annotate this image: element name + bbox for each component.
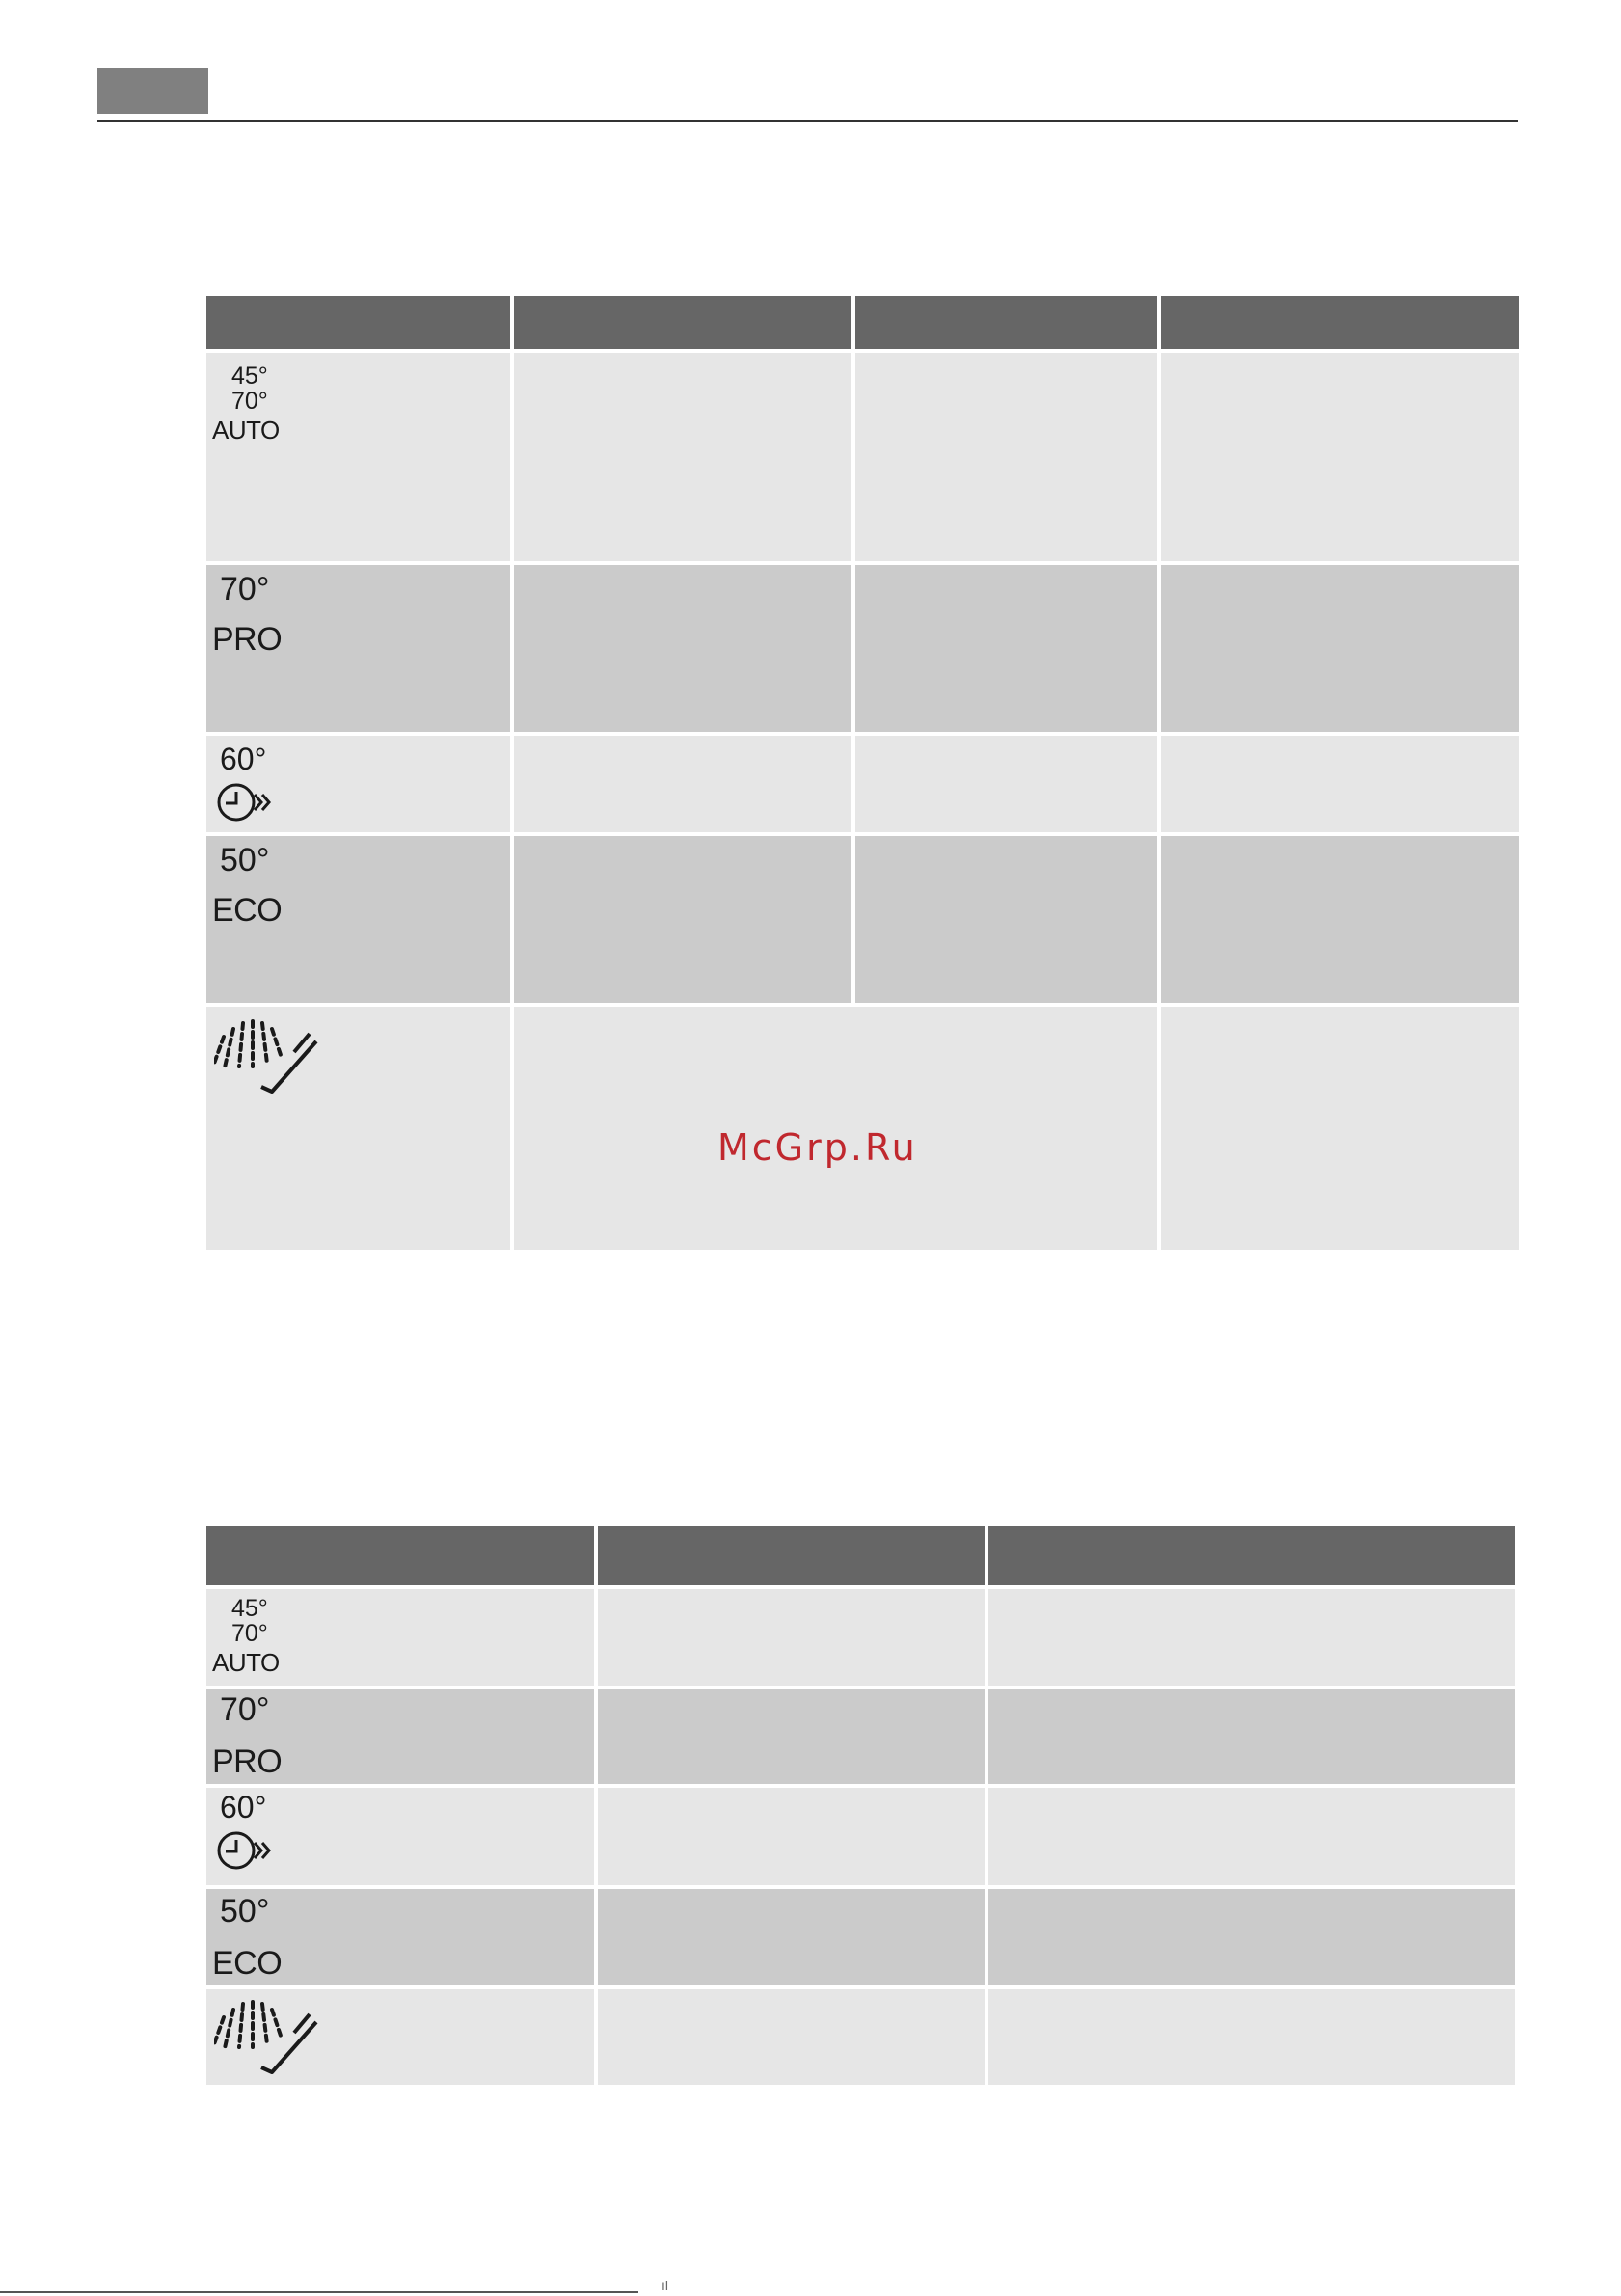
auto-temp-high: 70° <box>231 1620 268 1647</box>
header-cell <box>1161 296 1519 349</box>
table-row <box>206 736 1519 832</box>
footer-rule <box>0 2291 638 2293</box>
eco-temp: 50° <box>220 842 270 878</box>
programme-symbol-eco <box>206 836 510 1003</box>
rinse-spray-icon <box>214 1016 322 1099</box>
table-cell <box>598 1889 985 1985</box>
quick-temp: 60° <box>220 742 267 776</box>
pro-label: PRO <box>212 621 283 658</box>
table-cell <box>1161 1007 1519 1250</box>
table-cell <box>514 736 851 832</box>
header-cell <box>206 296 510 349</box>
pro-label: PRO <box>212 1743 283 1780</box>
pro-temp: 70° <box>220 1691 270 1728</box>
table-row <box>206 1889 1515 1985</box>
programme-symbol-rinse <box>206 1989 594 2085</box>
auto-temp-high: 70° <box>231 388 268 415</box>
table-cell <box>855 736 1157 832</box>
header-rule <box>97 120 1518 122</box>
table-cell <box>855 836 1157 1003</box>
table-cell <box>988 1989 1515 2085</box>
table-row <box>206 1989 1515 2085</box>
table-row <box>206 1589 1515 1686</box>
footer-mark: ıl <box>662 2278 668 2293</box>
quick-temp: 60° <box>220 1790 267 1824</box>
header-cell <box>855 296 1157 349</box>
programme-table <box>203 292 1523 1254</box>
table-cell <box>1161 736 1519 832</box>
programme-symbol-auto <box>206 1589 594 1686</box>
table-cell <box>988 1689 1515 1784</box>
eco-label: ECO <box>212 1945 283 1982</box>
table-cell <box>1161 565 1519 732</box>
table-row <box>206 836 1519 1003</box>
table-cell <box>514 565 851 732</box>
table-row <box>206 353 1519 561</box>
clock-fast-forward-icon <box>216 780 278 824</box>
auto-temp-low: 45° <box>231 363 268 390</box>
table-cell <box>514 836 851 1003</box>
table-cell <box>988 1589 1515 1686</box>
table-row <box>206 565 1519 732</box>
programme-symbol-eco <box>206 1889 594 1985</box>
auto-temp-low: 45° <box>231 1595 268 1622</box>
table-row <box>206 1788 1515 1885</box>
table-cell <box>988 1788 1515 1885</box>
programme-symbol-pro <box>206 1689 594 1784</box>
rinse-spray-icon <box>214 1997 322 2080</box>
consumption-table <box>203 1522 1519 2089</box>
page-header-tab <box>97 68 208 114</box>
table-cell <box>1161 836 1519 1003</box>
eco-label: ECO <box>212 892 283 929</box>
table-header-row <box>206 296 1519 349</box>
programme-symbol-pro <box>206 565 510 732</box>
pro-temp: 70° <box>220 571 270 608</box>
table-row <box>206 1689 1515 1784</box>
table-cell <box>598 1589 985 1686</box>
table-cell <box>855 353 1157 561</box>
header-cell <box>206 1526 594 1585</box>
clock-fast-forward-icon <box>216 1828 278 1873</box>
table-cell <box>598 1689 985 1784</box>
header-cell <box>598 1526 985 1585</box>
auto-label: AUTO <box>212 416 280 445</box>
programme-symbol-quick <box>206 1788 594 1885</box>
table-cell <box>514 353 851 561</box>
header-cell <box>514 296 851 349</box>
watermark: McGrp.Ru <box>717 1126 918 1169</box>
table-header-row <box>206 1526 1515 1585</box>
programme-symbol-auto <box>206 353 510 561</box>
table-cell <box>855 565 1157 732</box>
programme-symbol-rinse <box>206 1007 510 1250</box>
programme-symbol-quick <box>206 736 510 832</box>
eco-temp: 50° <box>220 1893 270 1930</box>
table-cell <box>598 1989 985 2085</box>
table-cell <box>598 1788 985 1885</box>
auto-label: AUTO <box>212 1648 280 1677</box>
header-cell <box>988 1526 1515 1585</box>
table-cell <box>988 1889 1515 1985</box>
table-cell <box>1161 353 1519 561</box>
